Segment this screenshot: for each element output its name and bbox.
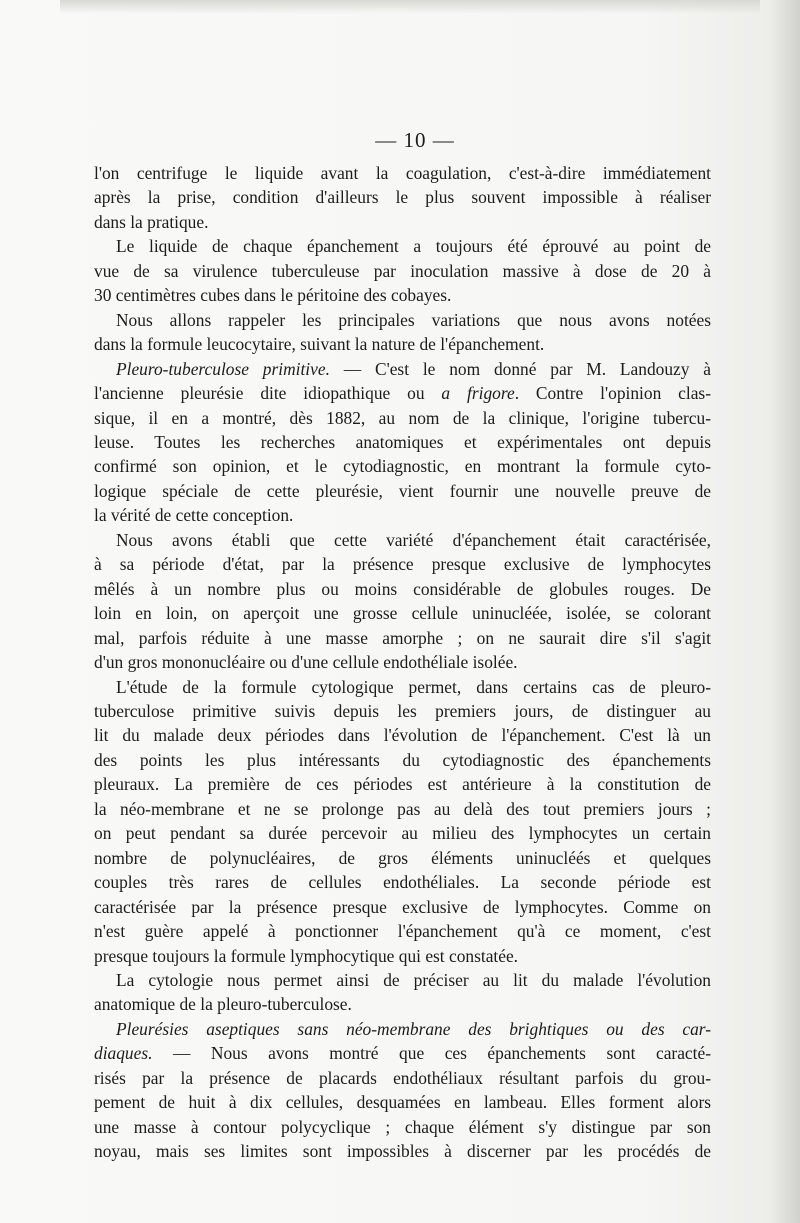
line-text: Nous avons établi que cette variété d'épanchement était caractérisée, — [116, 529, 711, 550]
text-line — [94, 1041, 711, 1065]
text-line — [94, 992, 711, 1016]
text-line — [94, 1090, 711, 1114]
text-line — [94, 650, 711, 674]
line-text: mêlés à un nombre plus ou moins considérable de globules rouges. De — [94, 578, 711, 599]
text-line — [94, 332, 711, 356]
text-line — [94, 283, 711, 307]
line-text: Le liquide de chaque épanchement a toujours été éprouvé au point de — [116, 236, 711, 257]
line-text: couples très rares de cellules endothéliales. La seconde période est — [94, 872, 711, 893]
italic-heading: Pleurésies aseptiques sans néo-membrane des brightiques ou des car- — [116, 1018, 711, 1039]
text-line — [94, 821, 711, 845]
text-line — [94, 308, 711, 332]
text-line — [94, 577, 711, 601]
line-text: — Nous avons montré que ces épanchements sont caracté- — [152, 1043, 711, 1064]
line-text: une masse à contour polycyclique ; chaque élément s'y distingue par son — [94, 1116, 711, 1137]
text-line — [94, 968, 711, 992]
text-line — [94, 161, 711, 185]
line-text: lit du malade deux périodes dans l'évolution de l'épanchement. C'est là un — [94, 725, 711, 746]
text-line — [94, 895, 711, 919]
page-top-shadow — [60, 0, 760, 14]
text-line — [94, 552, 711, 576]
page-number: — 10 — — [375, 128, 455, 152]
line-text: 30 centimètres cubes dans le péritoine des cobayes. — [94, 285, 452, 306]
text-line — [94, 528, 711, 552]
text-line — [94, 430, 711, 454]
text-line — [94, 1115, 711, 1139]
line-text: logique spéciale de cette pleurésie, vient fournir une nouvelle preuve de — [94, 480, 711, 501]
line-text: à sa période d'état, par la présence presque exclusive de lymphocytes — [94, 554, 711, 575]
page-right-edge-shadow — [770, 0, 800, 1223]
line-text: la néo-membrane et ne se prolonge pas au delà des tout premiers jours ; — [94, 798, 711, 819]
text-line — [94, 454, 711, 478]
line-text: la vérité de cette conception. — [94, 505, 294, 526]
line-text: sique, il en a montré, dès 1882, au nom de la clinique, l'origine tubercu- — [94, 407, 711, 428]
text-line — [94, 234, 711, 258]
line-text: d'un gros mononucléaire ou d'une cellule endothéliale isolée. — [94, 652, 518, 673]
text-line — [94, 210, 711, 234]
text-line — [94, 626, 711, 650]
line-text: nombre de polynucléaires, de gros éléments uninucléés et quelques — [94, 847, 711, 868]
line-text: l'ancienne pleurésie dite idiopathique ou — [94, 383, 442, 404]
text-line — [94, 479, 711, 503]
line-text: pleuraux. La première de ces périodes est antérieure à la constitution de — [94, 774, 711, 795]
text-line — [94, 185, 711, 209]
text-line — [94, 846, 711, 870]
line-text: après la prise, condition d'ailleurs le plus souvent impossible à réaliser — [94, 187, 711, 208]
line-text: dans la pratique. — [94, 211, 209, 232]
line-text: mal, parfois réduite à une masse amorphe ; on ne saurait dire s'il s'agit — [94, 627, 711, 648]
line-text: l'on centrifuge le liquide avant la coagulation, c'est-à-dire immédiatement — [94, 163, 711, 183]
italic-heading: Pleuro-tuberculose primitive. — [116, 358, 330, 379]
text-line — [94, 944, 711, 968]
line-text: — C'est le nom donné par M. Landouzy à — [329, 358, 712, 379]
line-text: Nous allons rappeler les principales variations que nous avons notées — [116, 309, 711, 330]
text-line — [94, 1066, 711, 1090]
line-text: des points les plus intéressants du cytodiagnostic des épanchements — [94, 749, 711, 770]
body-text — [94, 161, 711, 1164]
text-line — [94, 406, 711, 430]
text-line — [94, 259, 711, 283]
line-text: pement de huit à dix cellules, desquamées en lambeau. Elles forment alors — [94, 1092, 711, 1113]
italic-heading: diaques. — [94, 1043, 153, 1064]
line-text: anatomique de la pleuro-tuberculose. — [94, 994, 352, 1015]
line-text: tuberculose primitive suivis depuis les premiers jours, de distinguer au — [94, 700, 711, 721]
line-text: n'est guère appelé à ponctionner l'épanchement qu'à ce moment, c'est — [94, 921, 711, 942]
text-line — [94, 601, 711, 625]
text-line — [94, 1017, 711, 1041]
text-line — [94, 1139, 711, 1163]
text-line — [94, 772, 711, 796]
line-text: L'étude de la formule cytologique permet, dans certains cas de pleuro- — [116, 676, 711, 697]
text-line — [94, 503, 711, 527]
line-text: confirmé son opinion, et le cytodiagnostic, en montrant la formule cyto- — [94, 456, 711, 477]
line-text: loin en loin, on aperçoit une grosse cellule uninucléée, isolée, se colorant — [94, 603, 711, 624]
line-text: on peut pendant sa durée percevoir au milieu des lymphocytes un certain — [94, 823, 711, 844]
line-text: presque toujours la formule lymphocytique qui est constatée. — [94, 945, 519, 966]
italic-phrase: a frigore — [441, 383, 515, 404]
line-text: leuse. Toutes les recherches anatomiques et expérimentales ont depuis — [94, 431, 711, 452]
line-text: vue de sa virulence tuberculeuse par inoculation massive à dose de 20 à — [94, 260, 711, 281]
text-line — [94, 919, 711, 943]
line-text: noyau, mais ses limites sont impossibles à discerner par les procédés de — [94, 1141, 711, 1162]
text-line — [94, 797, 711, 821]
line-text: La cytologie nous permet ainsi de préciser au lit du malade l'évolution — [116, 969, 711, 990]
line-text: risés par la présence de placards endothéliaux résultant parfois du grou- — [94, 1067, 711, 1088]
line-text: . Contre l'opinion clas- — [514, 383, 711, 404]
text-line — [94, 675, 711, 699]
text-line — [94, 357, 711, 381]
line-text: dans la formule leucocytaire, suivant la nature de l'épanchement. — [94, 334, 545, 355]
text-line — [94, 381, 711, 405]
text-line — [94, 748, 711, 772]
text-line — [94, 723, 711, 747]
line-text: caractérisée par la présence presque exclusive de lymphocytes. Comme on — [94, 896, 711, 917]
text-line — [94, 699, 711, 723]
text-line — [94, 870, 711, 894]
